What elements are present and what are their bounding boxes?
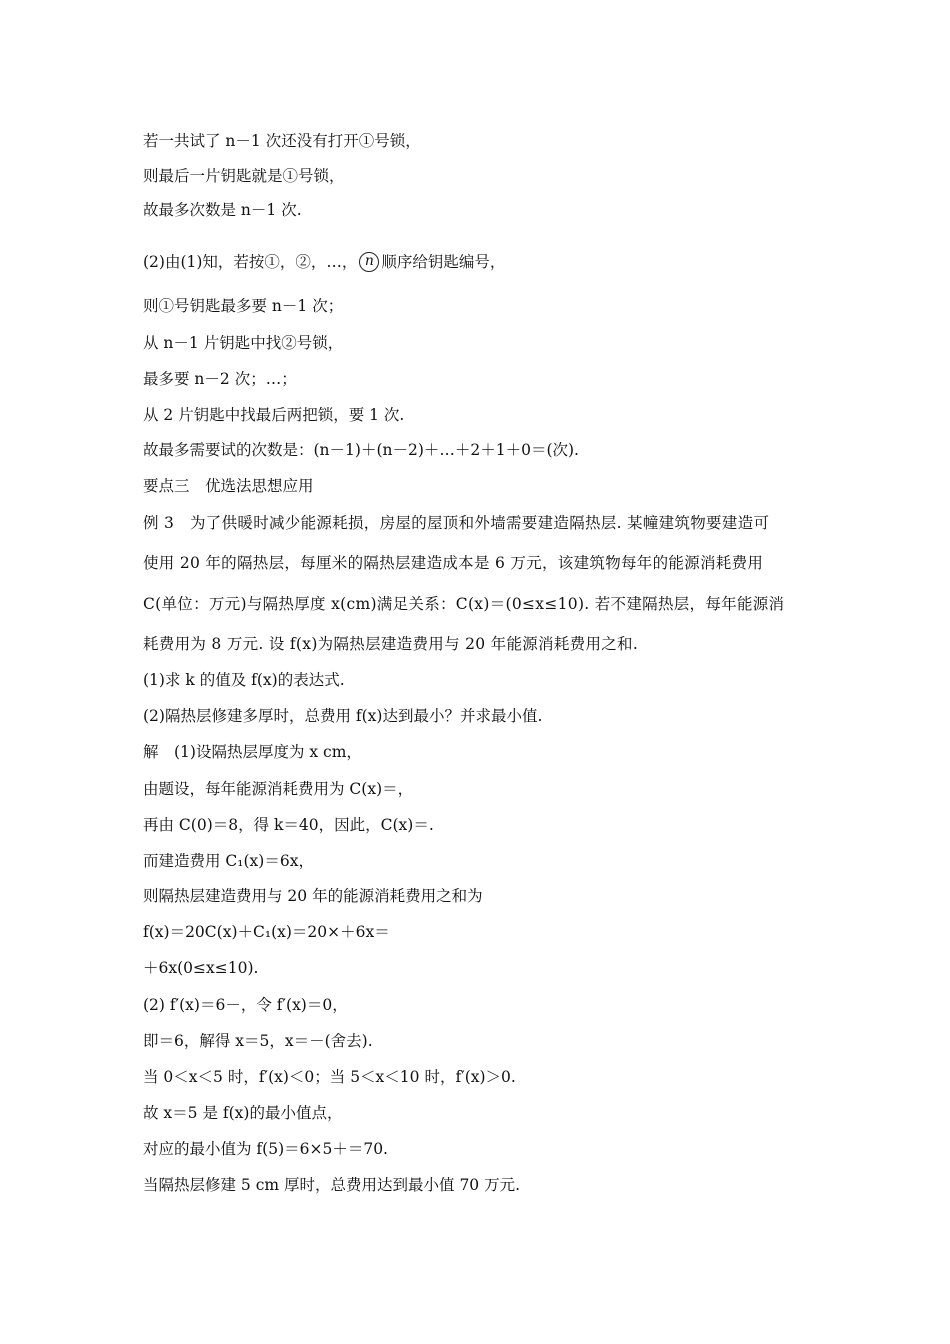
text-line-4-part-1: (2)由(1)知，若按①，②，…， — [143, 253, 358, 271]
solution-line-4: 而建造费用 C₁(x)＝6x， — [143, 852, 314, 870]
example-line-2: 使用 20 年的隔热层，每厘米的隔热层建造成本是 6 万元，该建筑物每年的能源消耗费用 — [143, 554, 764, 572]
question-1: (1)求 k 的值及 f(x)的表达式. — [143, 671, 345, 689]
solution-line-7: ＋6x(0≤x≤10). — [143, 959, 259, 977]
text-line-5: 则①号钥匙最多要 n－1 次； — [143, 297, 344, 315]
text-line-4 — [143, 252, 505, 272]
example-line-4: 耗费用为 8 万元. 设 f(x)为隔热层建造费用与 20 年能源消耗费用之和. — [143, 635, 639, 653]
section-heading: 要点三 优选法思想应用 — [143, 477, 314, 495]
solution-line-13: 当隔热层修建 5 cm 厚时，总费用达到最小值 70 万元. — [143, 1176, 521, 1194]
solution-line-11: 故 x＝5 是 f(x)的最小值点， — [143, 1104, 343, 1122]
text-line-2: 则最后一片钥匙就是①号锁， — [143, 167, 345, 185]
solution-line-5: 则隔热层建造费用与 20 年的能源消耗费用之和为 — [143, 887, 483, 905]
example-line-1: 例 3 为了供暖时减少能源耗损，房屋的屋顶和外墙需要建造隔热层. 某幢建筑物要建造可 — [143, 514, 770, 532]
example-line-3: C(单位：万元)与隔热厚度 x(cm)满足关系：C(x)＝(0≤x≤10). 若不建隔热层，每年能源消 — [143, 595, 785, 613]
text-line-1: 若一共试了 n－1 次还没有打开①号锁， — [143, 132, 421, 150]
solution-line-9: 即＝6，解得 x＝5，x＝－(舍去). — [143, 1032, 373, 1050]
solution-line-2: 由题设，每年能源消耗费用为 C(x)＝， — [143, 780, 414, 798]
text-line-7: 最多要 n－2 次；…； — [143, 370, 297, 388]
solution-line-10: 当 0＜x＜5 时，f′(x)＜0；当 5＜x＜10 时，f′(x)＞0. — [143, 1068, 516, 1086]
text-line-6: 从 n－1 片钥匙中找②号锁， — [143, 334, 344, 352]
solution-line-3: 再由 C(0)＝8，得 k＝40，因此，C(x)＝. — [143, 816, 434, 834]
text-line-4-part-2: 顺序给钥匙编号， — [381, 253, 506, 271]
text-line-8: 从 2 片钥匙中找最后两把锁，要 1 次. — [143, 406, 405, 424]
question-2: (2)隔热层修建多厚时，总费用 f(x)达到最小？并求最小值. — [143, 707, 543, 725]
text-line-9: 故最多需要试的次数是：(n－1)＋(n－2)＋…＋2＋1＋0＝(次). — [143, 441, 579, 459]
circled-n-symbol: n — [359, 252, 379, 272]
solution-line-8: (2) f′(x)＝6－，令 f′(x)＝0， — [143, 996, 348, 1014]
solution-line-6: f(x)＝20C(x)＋C₁(x)＝20×＋6x＝ — [143, 923, 390, 941]
text-line-3: 故最多次数是 n－1 次. — [143, 201, 302, 219]
solution-line-12: 对应的最小值为 f(5)＝6×5＋＝70. — [143, 1140, 388, 1158]
solution-line-1: 解 (1)设隔热层厚度为 x cm， — [143, 743, 362, 761]
